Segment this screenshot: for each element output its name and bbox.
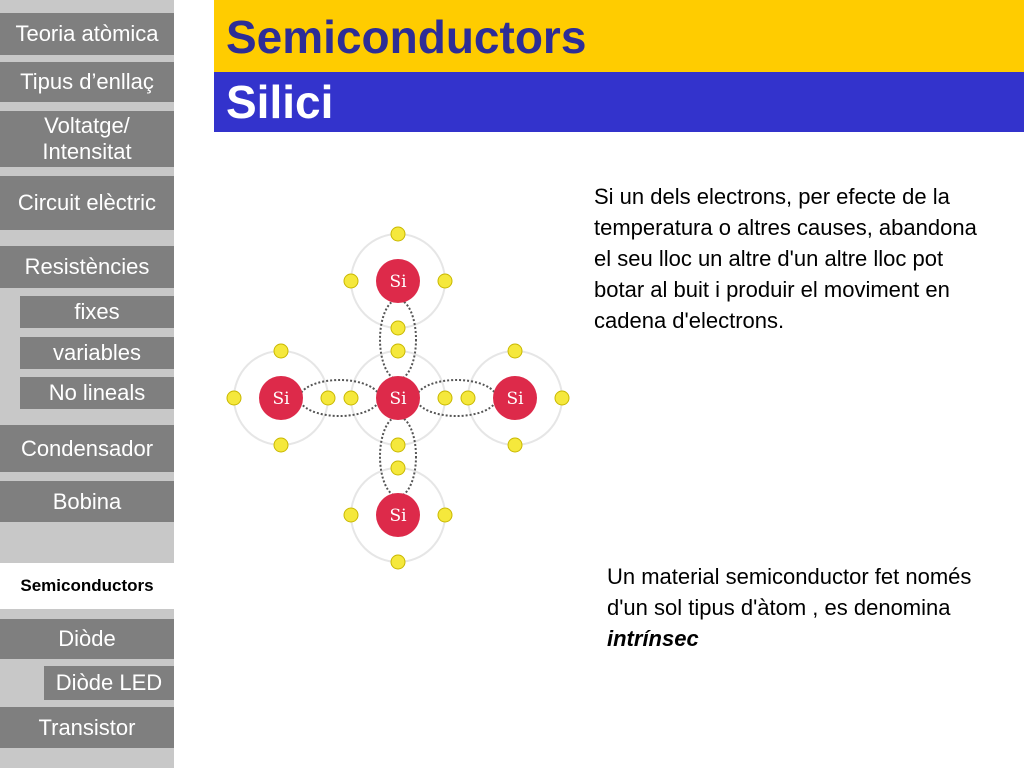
nav-fixes[interactable]: fixes — [20, 296, 174, 328]
covalent-bond — [380, 417, 416, 497]
covalent-bond — [380, 300, 416, 380]
silicon-lattice-diagram — [225, 225, 571, 575]
electron — [438, 274, 452, 288]
electron — [227, 391, 241, 405]
explanation-paragraph: Si un dels electrons, per efecte de la temperatura o altres causes, abandona el seu lloc un altre d'un altre lloc pot botar al buit i produir el moviment en cadena d'electrons. — [594, 184, 977, 333]
nav-bobina[interactable]: Bobina — [0, 481, 174, 522]
nav-diode-led[interactable]: Diòde LED — [44, 666, 174, 700]
nav-voltatge-intensitat[interactable]: Voltatge/ Intensitat — [0, 111, 174, 167]
silicon-label: Si — [272, 389, 290, 409]
electron — [274, 438, 288, 452]
nav-tipus-enllac[interactable]: Tipus d’enllaç — [0, 62, 174, 102]
electron — [344, 274, 358, 288]
electron — [508, 438, 522, 452]
sidebar — [0, 0, 174, 768]
covalent-bond — [300, 380, 380, 416]
nav-resistencies[interactable]: Resistències — [0, 246, 174, 288]
electron — [274, 344, 288, 358]
definition-term: intrínsec — [607, 626, 699, 651]
subtitle-band — [214, 72, 1024, 132]
silicon-label: Si — [506, 389, 524, 409]
nav-condensador[interactable]: Condensador — [0, 425, 174, 472]
definition-text: Un material semiconductor fet només d'un sol tipus d'àtom , es denomina — [607, 564, 972, 620]
nav-variables[interactable]: variables — [20, 337, 174, 369]
nav-teoria-atomica[interactable]: Teoria atòmica — [0, 13, 174, 55]
electron — [391, 227, 405, 241]
electron — [438, 391, 452, 405]
silicon-label: Si — [389, 506, 407, 526]
definition-paragraph — [607, 561, 1002, 654]
electron — [508, 344, 522, 358]
electron — [344, 508, 358, 522]
electron — [391, 461, 405, 475]
electron — [391, 438, 405, 452]
page-title: Semiconductors — [226, 11, 587, 63]
covalent-bond — [417, 380, 497, 416]
nav-semiconductors[interactable]: Semiconductors — [0, 563, 174, 609]
electron — [391, 321, 405, 335]
electron — [461, 391, 475, 405]
electron — [391, 555, 405, 569]
nav-transistor[interactable]: Transistor — [0, 707, 174, 748]
nav-circuit-electric[interactable]: Circuit elèctric — [0, 176, 174, 230]
electron — [438, 508, 452, 522]
electron — [555, 391, 569, 405]
nav-no-lineals[interactable]: No lineals — [20, 377, 174, 409]
electron — [344, 391, 358, 405]
electron — [321, 391, 335, 405]
electron — [391, 344, 405, 358]
silicon-label: Si — [389, 272, 407, 292]
silicon-label: Si — [389, 389, 407, 409]
page-subtitle: Silici — [226, 76, 334, 128]
nav-diode[interactable]: Diòde — [0, 619, 174, 659]
